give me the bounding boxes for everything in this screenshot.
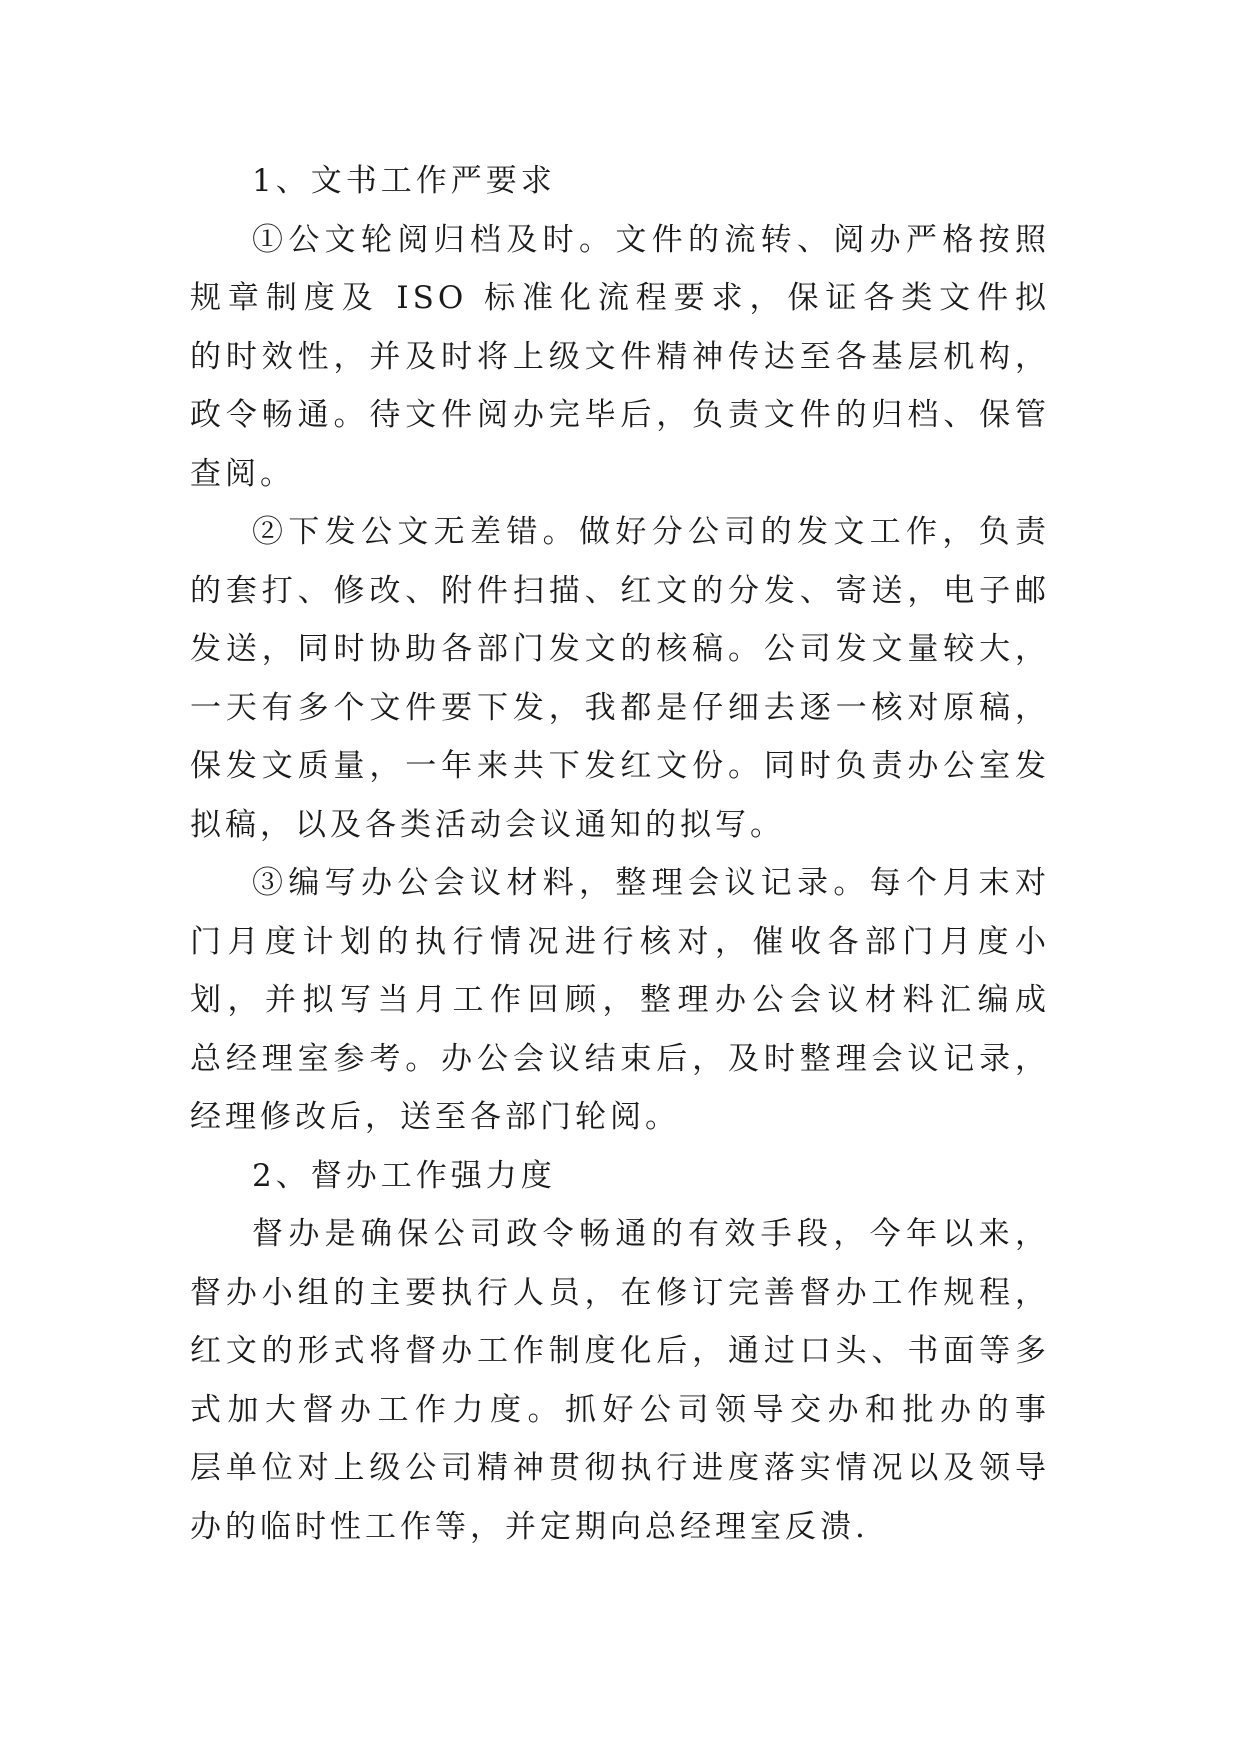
section-2-heading: 2、督办工作强力度 (252, 1157, 556, 1194)
paragraph-line: ③编写办公会议材料，整理会议记录。每个月末对 (252, 865, 1050, 901)
paragraph-line: 门月度计划的执行情况进行核对，催收各部门月度小 (190, 923, 1050, 960)
paragraph-line: 的套打、修改、附件扫描、红文的分发、寄送，电子邮 (190, 572, 1050, 609)
paragraph-line: ②下发公文无差错。做好分公司的发文工作，负责 (252, 514, 1050, 550)
paragraph-line: 总经理室参考。办公会议结束后，及时整理会议记录， (190, 1040, 1050, 1077)
paragraph-line: ①公文轮阅归档及时。文件的流转、阅办严格按照 (252, 221, 1050, 258)
paragraph-line: 查阅。 (190, 455, 295, 492)
section-1-heading: 1、文书工作严要求 (252, 163, 556, 199)
section-2-paragraph (190, 1205, 1050, 1556)
paragraph-line: 政令畅通。待文件阅办完毕后，负责文件的归档、保管 (190, 397, 1050, 433)
paragraph-line: 划，并拟写当月工作回顾，整理办公会议材料汇编成 (190, 982, 1050, 1018)
paragraph-line: 发送，同时协助各部门发文的核稿。公司发文量较大， (190, 631, 1050, 667)
paragraph-line: 层单位对上级公司精神贯彻执行进度落实情况以及领导 (190, 1450, 1050, 1486)
section-1-item-2 (190, 503, 1050, 854)
paragraph-line: 拟稿，以及各类活动会议通知的拟写。 (190, 806, 785, 843)
paragraph-line: 一天有多个文件要下发，我都是仔细去逐一核对原稿， (190, 689, 1050, 726)
document-page (190, 152, 1050, 1556)
paragraph-line: 督办小组的主要执行人员，在修订完善督办工作规程， (190, 1274, 1050, 1311)
paragraph-line: 经理修改后，送至各部门轮阅。 (190, 1099, 680, 1135)
section-1-item-3 (190, 854, 1050, 1147)
paragraph-line: 规章制度及 ISO 标准化流程要求，保证各类文件拟 (190, 280, 1050, 316)
paragraph-line: 保发文质量，一年来共下发红文份。同时负责办公室发 (190, 748, 1050, 784)
paragraph-line: 的时效性，并及时将上级文件精神传达至各基层机构， (190, 338, 1050, 375)
paragraph-line: 式加大督办工作力度。抓好公司领导交办和批办的事 (190, 1391, 1050, 1428)
paragraph-line: 办的临时性工作等，并定期向总经理室反溃. (190, 1508, 869, 1545)
paragraph-line: 督办是确保公司政令畅通的有效手段，今年以来， (252, 1216, 1050, 1252)
section-1-item-1 (190, 211, 1050, 504)
paragraph-line: 红文的形式将督办工作制度化后，通过口头、书面等多 (190, 1333, 1050, 1369)
